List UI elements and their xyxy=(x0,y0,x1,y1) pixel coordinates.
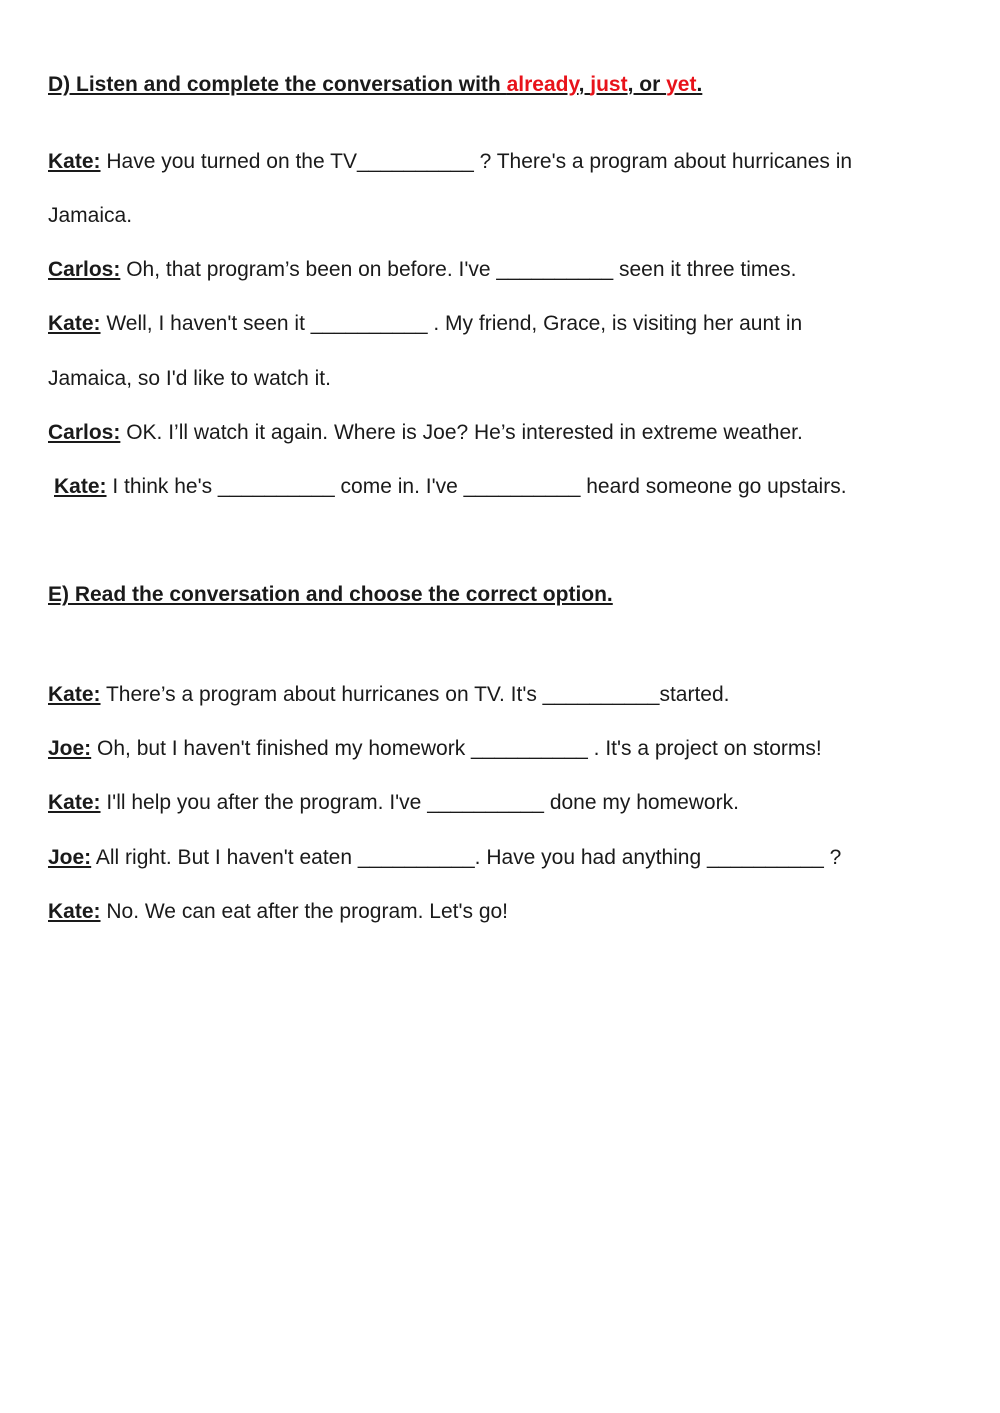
dialogue-text: OK. I’ll watch it again. Where is Joe? He’s interested in extreme weather. xyxy=(120,421,803,444)
speaker-label: Kate: xyxy=(48,791,101,814)
heading-end: . xyxy=(696,73,703,96)
section-e-heading-text: E) Read the conversation and choose the correct option. xyxy=(48,583,613,606)
dialogue-text: Oh, that program’s been on before. I've __________ seen it three times. xyxy=(120,258,797,281)
word-just: just xyxy=(590,73,628,96)
dialogue-text: No. We can eat after the program. Let's go! xyxy=(100,900,509,923)
dialogue-text: I'll help you after the program. I've __________ done my homework. xyxy=(100,791,739,814)
dialogue-line xyxy=(48,790,739,816)
speaker-label: Kate: xyxy=(48,683,101,706)
dialogue-text: Jamaica, so I'd like to watch it. xyxy=(48,367,331,390)
speaker-label: Kate: xyxy=(54,475,107,498)
speaker-label: Carlos: xyxy=(48,258,121,281)
dialogue-line xyxy=(48,736,822,762)
dialogue-text: There’s a program about hurricanes on TV. It's __________started. xyxy=(100,683,730,706)
dialogue-text: I think he's __________ come in. I've __________ heard someone go upstairs. xyxy=(106,475,847,498)
speaker-label: Kate: xyxy=(48,900,101,923)
dialogue-text: Jamaica. xyxy=(48,204,133,227)
speaker-label: Kate: xyxy=(48,312,101,335)
heading-sep-2: , or xyxy=(627,73,667,96)
dialogue-text: Have you turned on the TV__________ ? There's a program about hurricanes in xyxy=(100,150,853,173)
speaker-label: Joe: xyxy=(48,737,92,760)
section-d-heading-prefix: D) Listen and complete the conversation with xyxy=(48,73,507,96)
speaker-label: Joe: xyxy=(48,846,92,869)
speaker-label: Carlos: xyxy=(48,421,121,444)
dialogue-line xyxy=(48,257,796,283)
section-d-heading xyxy=(48,72,702,98)
word-yet: yet xyxy=(666,73,697,96)
dialogue-text: Well, I haven't seen it __________ . My friend, Grace, is visiting her aunt in xyxy=(100,312,803,335)
dialogue-line xyxy=(48,311,802,337)
dialogue-text: Oh, but I haven't finished my homework __________ . It's a project on storms! xyxy=(91,737,822,760)
dialogue-text: All right. But I haven't eaten __________. Have you had anything __________ ? xyxy=(91,846,842,869)
section-e-heading xyxy=(48,582,613,608)
word-already: already xyxy=(506,73,579,96)
heading-sep-1: , xyxy=(578,73,591,96)
speaker-label: Kate: xyxy=(48,150,101,173)
dialogue-line xyxy=(48,899,508,925)
dialogue-line xyxy=(48,366,331,392)
dialogue-line xyxy=(48,149,852,175)
dialogue-line xyxy=(54,474,847,500)
dialogue-line xyxy=(48,845,841,871)
dialogue-line xyxy=(48,420,803,446)
dialogue-line xyxy=(48,682,730,708)
dialogue-line xyxy=(48,203,132,229)
